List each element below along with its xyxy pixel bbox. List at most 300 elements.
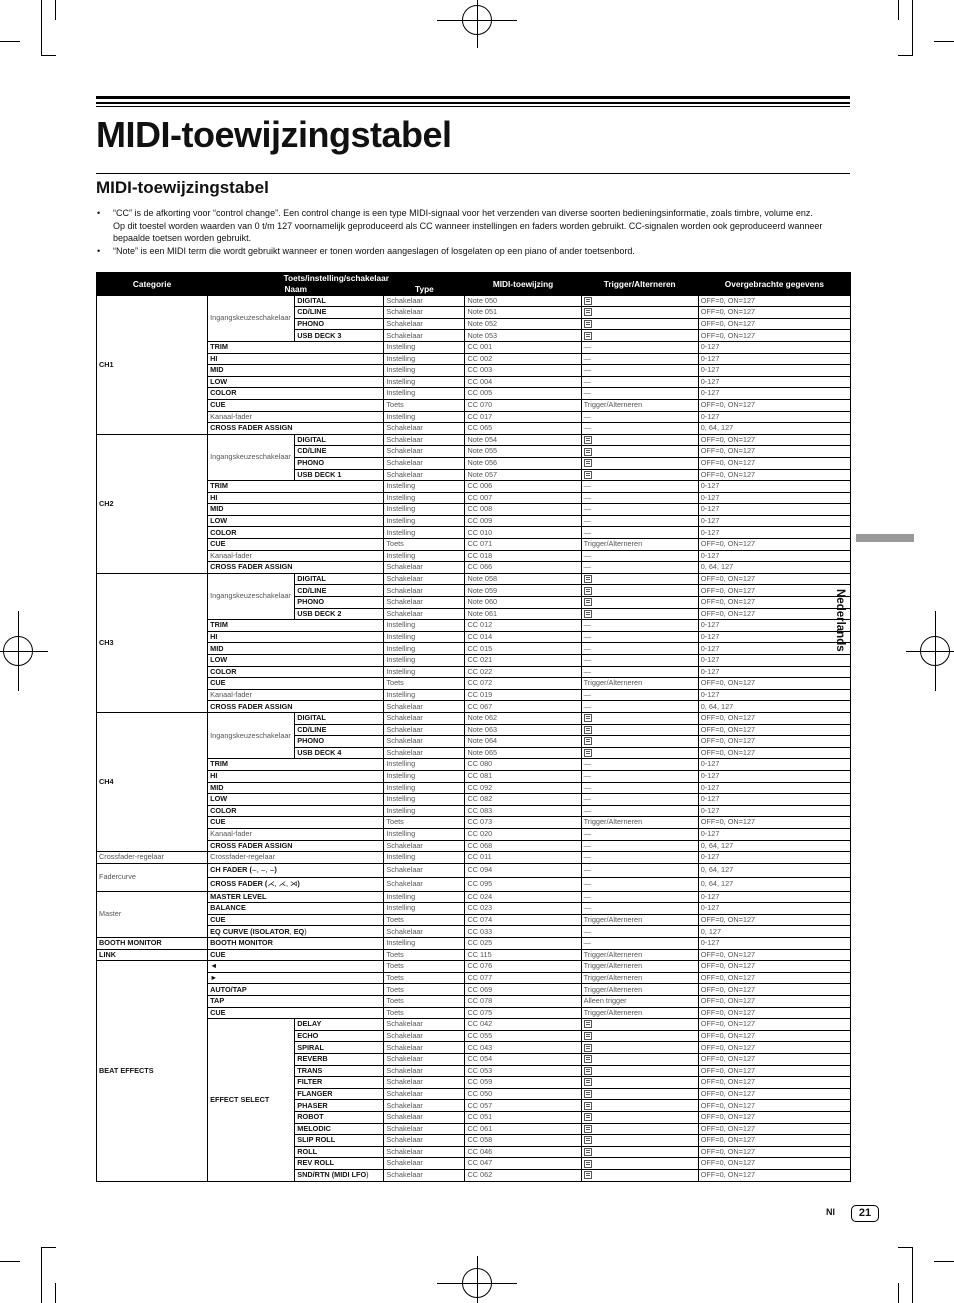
type-cell: Schakelaar [384,1054,465,1066]
midi-cell: CC 050 [465,1088,581,1100]
data-cell: OFF=0, ON=127 [698,597,850,609]
table-row [97,805,851,817]
type-cell: Toets [384,399,465,411]
data-cell: 0-127 [698,903,850,915]
name-cell: CD/LINE [295,307,384,319]
name-cell: BALANCE [208,903,384,915]
text: SND/RTN ( [297,1170,335,1180]
data-cell: 0, 64, 127 [698,863,850,877]
toggle-icon [584,308,592,316]
midi-cell: Note 054 [465,434,581,446]
midi-cell: CC 017 [465,411,581,423]
type-cell: Schakelaar [384,457,465,469]
type-cell: Toets [384,949,465,961]
toggle-icon [584,1044,592,1052]
header-data: Overgebrachte gegevens [698,273,850,296]
table-row [97,376,851,388]
trigger-cell: Trigger/Alterneren [581,972,698,984]
type-cell: Schakelaar [384,318,465,330]
toggle-icon [584,320,592,328]
table-row [97,434,851,446]
midi-cell: CC 061 [465,1123,581,1135]
toggle-icon [584,448,592,456]
text: ) [366,1170,369,1180]
note-text: “CC” is de afkorting voor “control change”. Een control change is een type MIDI-signaal voor het verzenden van diverse soorten bedieningsinformatie, zoals timbre, volume enz. [113,208,813,218]
table-row [97,701,851,713]
name-cell: MID [208,504,384,516]
table-row [97,712,851,724]
data-cell: 0-127 [698,805,850,817]
table-row [97,666,851,678]
data-cell: OFF=0, ON=127 [698,330,850,342]
selector-label-cell: Ingangskeuzeschakelaar [208,295,295,341]
table-row [97,961,851,973]
table-row [97,527,851,539]
type-cell: Schakelaar [384,1158,465,1170]
midi-cell: CC 072 [465,678,581,690]
language-code: Nl [826,1207,835,1217]
toggle-cell [581,330,698,342]
midi-cell: CC 059 [465,1077,581,1089]
name-cell: DIGITAL [295,434,384,446]
midi-cell: CC 042 [465,1019,581,1031]
type-cell: Schakelaar [384,736,465,748]
midi-cell: Note 056 [465,457,581,469]
name-cell: TRIM [208,341,384,353]
midi-cell: Note 055 [465,446,581,458]
name-cell: CUE [208,817,384,829]
midi-cell: CC 074 [465,914,581,926]
table-row [97,504,851,516]
midi-cell: CC 082 [465,794,581,806]
midi-cell: CC 066 [465,562,581,574]
midi-cell: CC 069 [465,984,581,996]
type-cell: Schakelaar [384,562,465,574]
name-cell: REVERB [295,1054,384,1066]
type-cell: Schakelaar [384,446,465,458]
name-cell: Kanaal-fader [208,550,384,562]
data-cell: 0, 64, 127 [698,840,850,852]
trigger-cell: — [581,805,698,817]
text: EQ [293,926,305,936]
name-cell [208,926,384,938]
midi-cell: CC 018 [465,550,581,562]
toggle-icon [584,1078,592,1086]
trigger-cell: Trigger/Alterneren [581,984,698,996]
midi-cell: Note 050 [465,295,581,307]
midi-cell: CC 046 [465,1146,581,1158]
toggle-cell [581,1042,698,1054]
selector-label-cell: Ingangskeuzeschakelaar [208,573,295,619]
type-cell: Schakelaar [384,724,465,736]
data-cell: OFF=0, ON=127 [698,457,850,469]
data-cell: OFF=0, ON=127 [698,972,850,984]
type-cell: Schakelaar [384,597,465,609]
table-row [97,1007,851,1019]
name-cell: PHONO [295,457,384,469]
midi-cell: CC 068 [465,840,581,852]
note-text: “Note” is een MIDI term die wordt gebruikt wanneer er tonen worden aangeslagen of losgelaten op een piano of ander toetsenbord. [113,245,635,256]
data-cell: 0-127 [698,938,850,950]
name-cell: DIGITAL [295,295,384,307]
type-cell: Schakelaar [384,840,465,852]
type-cell: Schakelaar [384,330,465,342]
type-cell: Schakelaar [384,1077,465,1089]
name-cell: Kanaal-fader [208,411,384,423]
table-row [97,341,851,353]
trigger-cell: — [581,782,698,794]
toggle-icon [584,1125,592,1133]
data-cell: 0-127 [698,770,850,782]
toggle-cell [581,434,698,446]
toggle-cell [581,1111,698,1123]
trigger-cell: — [581,759,698,771]
toggle-icon [584,436,592,444]
name-text: CROSS FADER ( [210,879,268,889]
toggle-cell [581,585,698,597]
text: EQ CURVE ( [210,926,253,936]
text: MIDI LFO [334,1170,367,1180]
midi-cell: CC 006 [465,481,581,493]
midi-cell: CC 009 [465,515,581,527]
midi-cell: Note 063 [465,724,581,736]
table-row [97,770,851,782]
name-cell: ROLL [295,1146,384,1158]
selector-label-cell: Ingangskeuzeschakelaar [208,434,295,480]
type-cell: Schakelaar [384,926,465,938]
midi-cell: Note 062 [465,712,581,724]
data-cell: OFF=0, ON=127 [698,949,850,961]
name-cell: HI [208,492,384,504]
type-cell: Instelling [384,376,465,388]
type-cell: Toets [384,961,465,973]
name-text: CH FADER ( [210,865,252,875]
data-cell: OFF=0, ON=127 [698,1169,850,1181]
type-cell: Instelling [384,655,465,667]
toggle-cell [581,307,698,319]
table-row [97,365,851,377]
trigger-cell: — [581,666,698,678]
type-cell: Toets [384,1007,465,1019]
language-label: Nederlands [834,589,846,652]
data-cell: 0-127 [698,828,850,840]
toggle-cell [581,724,698,736]
toggle-cell [581,747,698,759]
data-cell: 0-127 [698,365,850,377]
name-cell: TAP [208,996,384,1008]
category-cell: BEAT EFFECTS [97,961,208,1181]
trigger-cell: — [581,655,698,667]
header-name: Naam [208,284,384,295]
data-cell: OFF=0, ON=127 [698,573,850,585]
type-cell: Toets [384,817,465,829]
name-cell: CUE [208,1007,384,1019]
name-cell: TRIM [208,759,384,771]
type-cell: Toets [384,972,465,984]
trigger-cell: — [581,701,698,713]
data-cell: 0-127 [698,782,850,794]
name-cell: Kanaal-fader [208,689,384,701]
name-cell: PHASER [295,1100,384,1112]
toggle-cell [581,1077,698,1089]
data-cell: OFF=0, ON=127 [698,1007,850,1019]
data-cell: OFF=0, ON=127 [698,1042,850,1054]
name-cell: DIGITAL [295,573,384,585]
midi-cell: Note 052 [465,318,581,330]
data-cell: 0-127 [698,620,850,632]
data-cell: OFF=0, ON=127 [698,961,850,973]
midi-cell: CC 008 [465,504,581,516]
data-cell: 0-127 [698,411,850,423]
data-cell: 0-127 [698,689,850,701]
type-cell: Instelling [384,852,465,864]
toggle-cell [581,1135,698,1147]
midi-cell: CC 080 [465,759,581,771]
name-cell: HI [208,353,384,365]
toggle-icon [584,459,592,467]
toggle-icon [584,1171,592,1179]
data-cell: 0, 64, 127 [698,423,850,435]
trigger-cell: — [581,527,698,539]
trigger-cell: — [581,411,698,423]
data-cell: 0-127 [698,759,850,771]
type-cell: Schakelaar [384,1111,465,1123]
midi-cell: CC 092 [465,782,581,794]
name-cell [208,863,384,877]
trigger-cell: — [581,903,698,915]
name-cell: HI [208,631,384,643]
type-cell: Toets [384,984,465,996]
type-cell: Instelling [384,903,465,915]
table-row [97,631,851,643]
data-cell: OFF=0, ON=127 [698,712,850,724]
table-row [97,353,851,365]
name-cell: Kanaal-fader [208,828,384,840]
type-cell: Schakelaar [384,1100,465,1112]
data-cell: 0-127 [698,515,850,527]
toggle-cell [581,736,698,748]
toggle-cell [581,295,698,307]
category-cell: CH1 [97,295,208,434]
name-cell: AUTO/TAP [208,984,384,996]
data-cell: OFF=0, ON=127 [698,747,850,759]
toggle-cell [581,457,698,469]
table-row [97,562,851,574]
note-item [96,207,854,220]
midi-cell: CC 081 [465,770,581,782]
table-row [97,938,851,950]
type-cell: Schakelaar [384,1169,465,1181]
toggle-icon [584,1090,592,1098]
bullet: • [97,208,101,218]
type-cell: Instelling [384,759,465,771]
name-cell: SLIP ROLL [295,1135,384,1147]
midi-cell: CC 014 [465,631,581,643]
name-cell: MID [208,782,384,794]
page-number: 21 [851,1205,879,1222]
midi-cell: CC 053 [465,1065,581,1077]
midi-table [96,272,851,1182]
data-cell: OFF=0, ON=127 [698,1146,850,1158]
midi-cell: CC 073 [465,817,581,829]
title-underline [96,173,850,174]
name-cell: CROSS FADER ASSIGN [208,562,384,574]
text: , [289,926,294,936]
type-cell: Instelling [384,481,465,493]
type-cell: Instelling [384,666,465,678]
trigger-cell: — [581,492,698,504]
data-cell: 0-127 [698,527,850,539]
type-cell: Instelling [384,938,465,950]
midi-cell: CC 011 [465,852,581,864]
toggle-icon [584,1113,592,1121]
type-cell: Schakelaar [384,1135,465,1147]
midi-cell: CC 010 [465,527,581,539]
name-cell: COLOR [208,666,384,678]
type-cell: Instelling [384,631,465,643]
trigger-cell: — [581,562,698,574]
name-cell: FLANGER [295,1088,384,1100]
table-row [97,539,851,551]
toggle-cell [581,1065,698,1077]
name-cell: MASTER LEVEL [208,891,384,903]
trigger-cell: — [581,376,698,388]
type-cell: Schakelaar [384,1123,465,1135]
toggle-icon [584,726,592,734]
table-row [97,984,851,996]
header-trigger: Trigger/Alterneren [581,273,698,296]
table-row [97,926,851,938]
midi-cell: CC 003 [465,365,581,377]
type-cell: Schakelaar [384,863,465,877]
name-cell: MID [208,365,384,377]
trigger-cell: — [581,515,698,527]
data-cell: OFF=0, ON=127 [698,1054,850,1066]
type-cell: Instelling [384,527,465,539]
name-cell: ◄ [208,961,384,973]
midi-cell: CC 005 [465,388,581,400]
data-cell: 0-127 [698,852,850,864]
name-cell: USB DECK 2 [295,608,384,620]
header-midi: MIDI-toewijzing [465,273,581,296]
table-row [97,877,851,891]
type-cell: Toets [384,914,465,926]
name-cell: CD/LINE [295,585,384,597]
section-title: MIDI-toewijzingstabel [96,178,269,197]
midi-cell: Note 058 [465,573,581,585]
trigger-cell: Trigger/Alterneren [581,678,698,690]
data-cell: OFF=0, ON=127 [698,914,850,926]
trigger-cell: — [581,840,698,852]
midi-cell: CC 024 [465,891,581,903]
table-row [97,949,851,961]
name-cell: CUE [208,678,384,690]
type-cell: Instelling [384,643,465,655]
data-cell: OFF=0, ON=127 [698,1030,850,1042]
name-cell: REV ROLL [295,1158,384,1170]
trigger-cell: Trigger/Alterneren [581,539,698,551]
table-row [97,828,851,840]
type-cell: Schakelaar [384,295,465,307]
midi-cell: CC 115 [465,949,581,961]
name-cell: TRIM [208,481,384,493]
type-cell: Instelling [384,550,465,562]
table-row [97,423,851,435]
trigger-cell: — [581,643,698,655]
data-cell: OFF=0, ON=127 [698,1088,850,1100]
data-cell: 0-127 [698,550,850,562]
title-rules [96,96,850,107]
type-cell: Instelling [384,353,465,365]
trigger-cell: — [581,353,698,365]
table-row [97,840,851,852]
toggle-icon [584,1160,592,1168]
midi-cell: CC 007 [465,492,581,504]
midi-cell: Note 060 [465,597,581,609]
data-cell: OFF=0, ON=127 [698,1123,850,1135]
data-cell: 0-127 [698,631,850,643]
trigger-cell: — [581,891,698,903]
data-cell: OFF=0, ON=127 [698,678,850,690]
table-row [97,972,851,984]
toggle-icon [584,1102,592,1110]
data-cell: 0, 127 [698,926,850,938]
midi-cell: CC 019 [465,689,581,701]
trigger-cell: — [581,341,698,353]
data-cell: OFF=0, ON=127 [698,984,850,996]
table-row [97,655,851,667]
toggle-icon [584,1020,592,1028]
name-cell: COLOR [208,388,384,400]
data-cell: 0-127 [698,341,850,353]
type-cell: Instelling [384,504,465,516]
name-cell: MELODIC [295,1123,384,1135]
type-cell: Toets [384,996,465,1008]
type-cell: Instelling [384,411,465,423]
trigger-cell: Trigger/Alterneren [581,399,698,411]
midi-cell: CC 002 [465,353,581,365]
data-cell: OFF=0, ON=127 [698,736,850,748]
data-cell: OFF=0, ON=127 [698,1135,850,1147]
trigger-cell: — [581,504,698,516]
note-text: Op dit toestel worden waarden van 0 t/m 127 voornamelijk geproduceerd als CC wanneer instellingen en faders worden gebruikt. CC-signalen worden ook geproduceerd wanneer bepaalde toetsen worden gebruikt. [113,220,823,244]
trigger-cell: Trigger/Alterneren [581,961,698,973]
name-cell: CUE [208,914,384,926]
name-cell: USB DECK 4 [295,747,384,759]
data-cell: 0-127 [698,492,850,504]
midi-cell: CC 067 [465,701,581,713]
type-cell: Schakelaar [384,423,465,435]
midi-cell: CC 071 [465,539,581,551]
table-row [97,689,851,701]
toggle-cell [581,1123,698,1135]
toggle-cell [581,1019,698,1031]
midi-cell: CC 022 [465,666,581,678]
name-cell: COLOR [208,527,384,539]
name-text: ) [274,865,277,875]
header-group: Toets/instelling/schakelaar [208,273,465,284]
trigger-cell: — [581,863,698,877]
type-cell: Instelling [384,689,465,701]
name-cell [208,877,384,891]
table-row [97,817,851,829]
data-cell: 0-127 [698,891,850,903]
data-cell: OFF=0, ON=127 [698,434,850,446]
name-cell: CUE [208,949,384,961]
midi-cell: CC 023 [465,903,581,915]
table-row [97,759,851,771]
toggle-cell [581,712,698,724]
